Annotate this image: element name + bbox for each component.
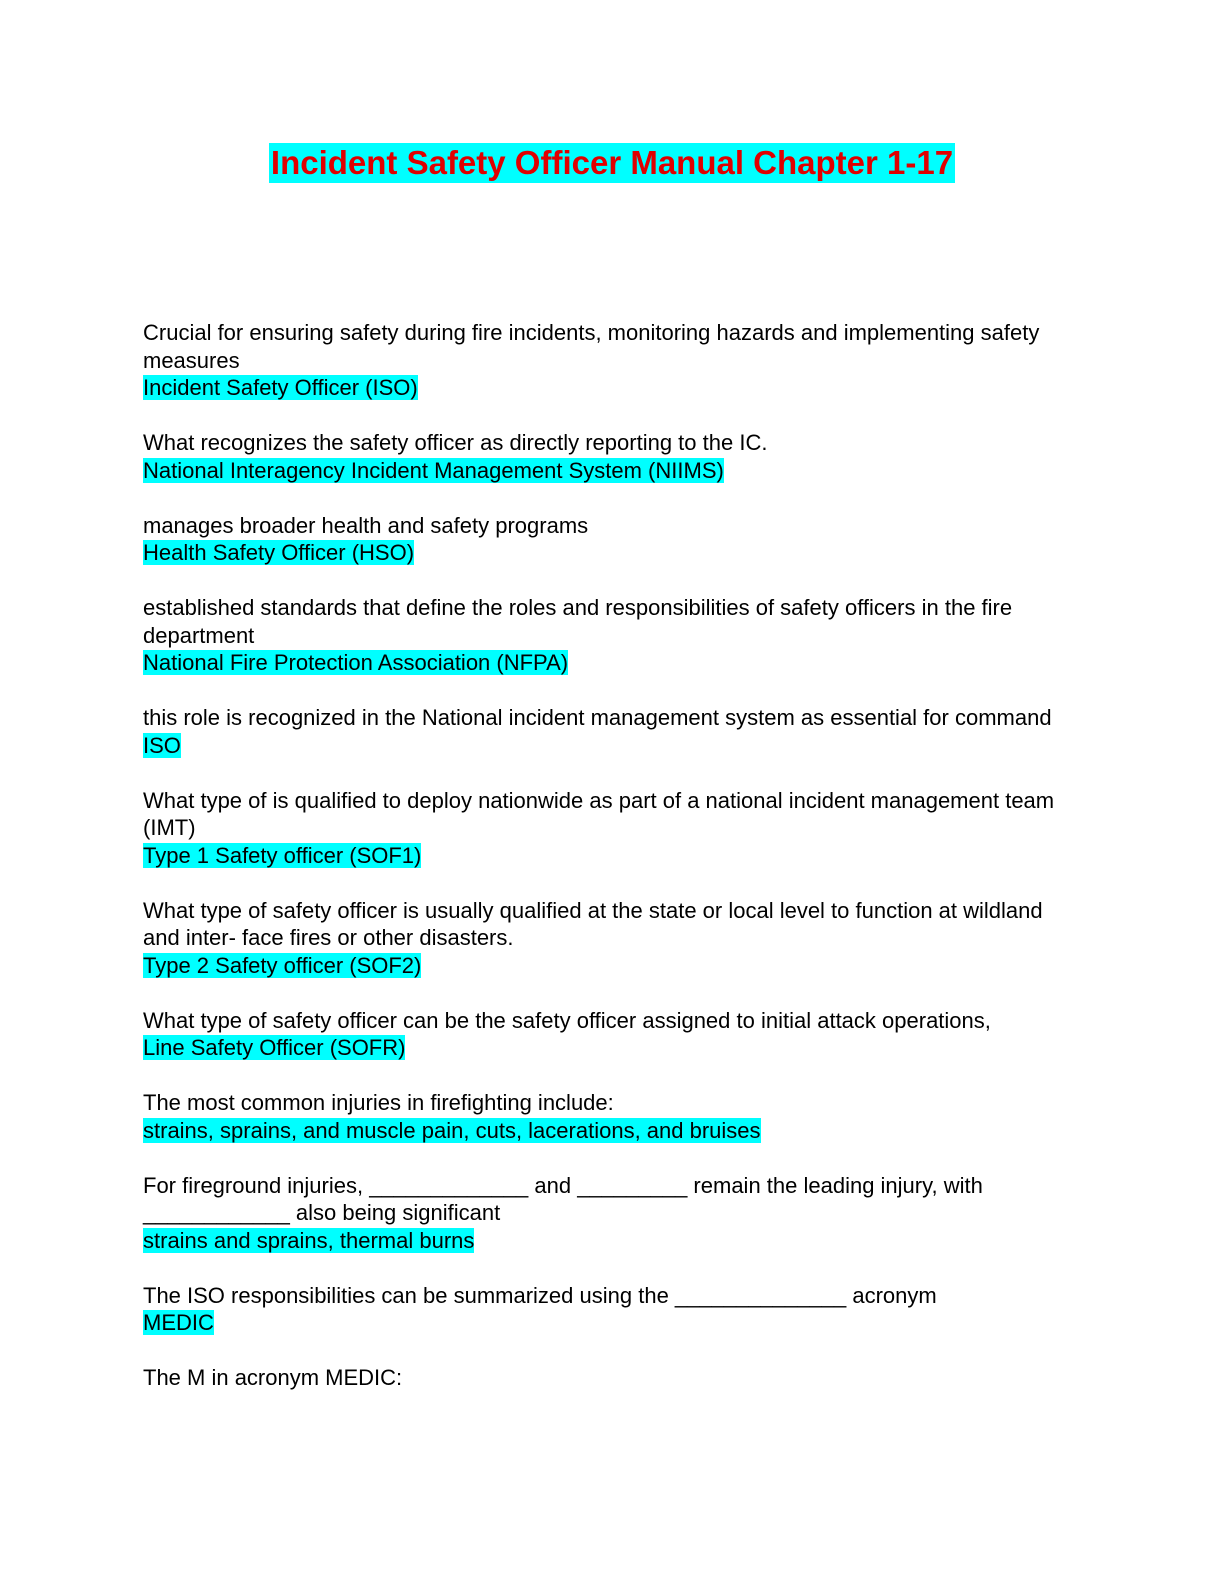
qa-item <box>143 319 1078 402</box>
question-text: For fireground injuries, _____________ and _________ remain the leading injury, with ____________ also being significant <box>143 1172 983 1225</box>
qa-item <box>143 1172 1078 1255</box>
qa-item <box>143 897 1078 980</box>
answer-highlight: Incident Safety Officer (ISO) <box>143 375 418 400</box>
title-wrap <box>0 143 1224 183</box>
answer-highlight: ISO <box>143 732 181 758</box>
qa-item <box>143 1007 1078 1062</box>
answer-highlight: MEDIC <box>143 1310 214 1335</box>
question-text: established standards that define the roles and responsibilities of safety officers in the fire department <box>143 595 1013 648</box>
question-text: What recognizes the safety officer as directly reporting to the IC. <box>143 430 768 455</box>
document-title: Incident Safety Officer Manual Chapter 1-17 <box>270 144 954 181</box>
qa-item <box>143 512 1078 567</box>
question-text: What type of safety officer is usually qualified at the state or local level to function at wildland and inter- face fires or other disasters. <box>143 897 1043 950</box>
qa-item <box>143 704 1078 759</box>
answer-highlight: strains, sprains, and muscle pain, cuts, lacerations, and bruises <box>143 1117 761 1143</box>
question-text: The most common injuries in firefighting include: <box>143 1090 614 1115</box>
question-text: What type of is qualified to deploy nationwide as part of a national incident management team (IMT) <box>143 787 1055 840</box>
question-text: manages broader health and safety programs <box>143 512 589 538</box>
answer-highlight: National Fire Protection Association (NFPA) <box>143 650 569 675</box>
answer-highlight: National Interagency Incident Management System (NIIMS) <box>143 457 724 483</box>
answer-highlight: strains and sprains, thermal burns <box>143 1227 475 1253</box>
question-text: this role is recognized in the National incident management system as essential for command <box>143 705 1052 730</box>
question-text: What type of safety officer can be the safety officer assigned to initial attack operations, <box>143 1007 991 1033</box>
qa-item <box>143 1089 1078 1144</box>
answer-highlight: Health Safety Officer (HSO) <box>143 540 415 565</box>
qa-item <box>143 787 1078 870</box>
qa-list <box>143 319 1078 1419</box>
answer-highlight: Line Safety Officer (SOFR) <box>143 1035 406 1060</box>
answer-highlight: Type 1 Safety officer (SOF1) <box>143 842 422 868</box>
qa-item <box>143 429 1078 484</box>
question-text: Crucial for ensuring safety during fire incidents, monitoring hazards and implementing safety measures <box>143 320 1040 373</box>
question-text: The M in acronym MEDIC: <box>143 1365 403 1390</box>
qa-item <box>143 594 1078 677</box>
qa-item <box>143 1364 1078 1392</box>
qa-item <box>143 1282 1078 1337</box>
question-text: The ISO responsibilities can be summarized using the ______________ acronym <box>143 1282 937 1308</box>
answer-highlight: Type 2 Safety officer (SOF2) <box>143 952 422 978</box>
